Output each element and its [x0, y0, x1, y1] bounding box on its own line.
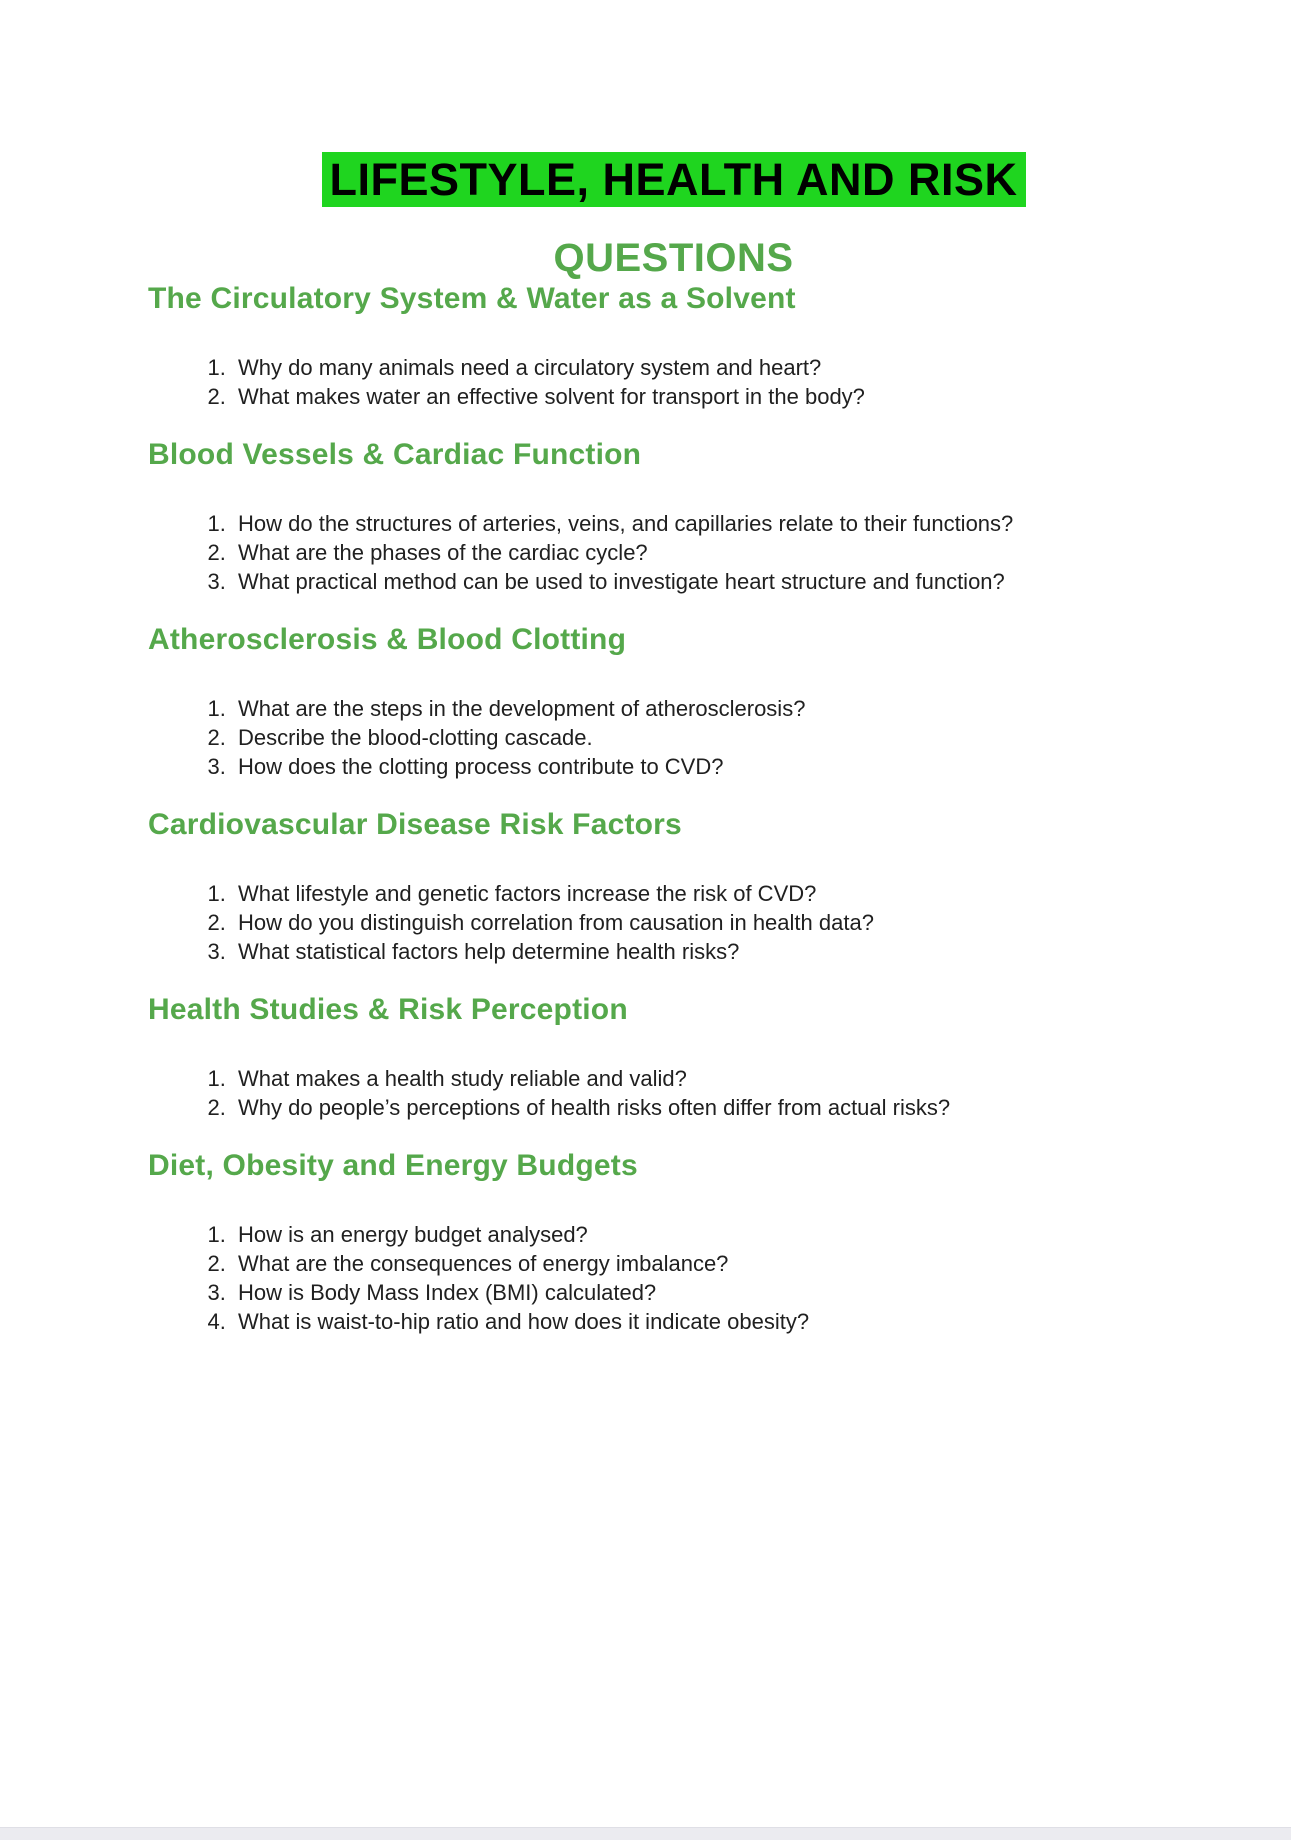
question-item: 3. How does the clotting process contribute to CVD?: [232, 752, 1171, 781]
question-list: [148, 694, 1171, 781]
horizontal-scrollbar-track[interactable]: [0, 1827, 1291, 1840]
section-diet-obesity: [148, 1148, 1171, 1336]
question-item: 3. What statistical factors help determine health risks?: [232, 937, 1171, 966]
section-cvd-risk-factors: [148, 807, 1171, 966]
question-item: 1. What are the steps in the development of atherosclerosis?: [232, 694, 1171, 723]
question-item: 2. Why do people’s perceptions of health risks often differ from actual risks?: [232, 1093, 1171, 1122]
section-circulatory-system: [148, 281, 1171, 411]
section-heading-circulatory-system: The Circulatory System & Water as a Solvent: [148, 282, 796, 315]
section-atherosclerosis: [148, 622, 1171, 781]
question-list: [148, 509, 1171, 596]
question-item: 3. What practical method can be used to investigate heart structure and function?: [232, 567, 1171, 596]
question-list: [148, 1064, 1171, 1122]
section-heading-atherosclerosis: Atherosclerosis & Blood Clotting: [148, 623, 627, 656]
question-list: [148, 353, 1171, 411]
document-subtitle: QUESTIONS: [553, 236, 794, 280]
question-item: 1. How do the structures of arteries, veins, and capillaries relate to their functions?: [232, 509, 1171, 538]
title-row: [148, 152, 1199, 207]
question-item: 4. What is waist-to-hip ratio and how does it indicate obesity?: [232, 1307, 1171, 1336]
question-item: 1. What makes a health study reliable and valid?: [232, 1064, 1171, 1093]
question-list: [148, 879, 1171, 966]
section-heading-diet-obesity: Diet, Obesity and Energy Budgets: [148, 1149, 638, 1182]
document-title: LIFESTYLE, HEALTH AND RISK: [322, 152, 1026, 207]
question-item: 1. What lifestyle and genetic factors increase the risk of CVD?: [232, 879, 1171, 908]
question-item: 1. How is an energy budget analysed?: [232, 1220, 1171, 1249]
question-item: 2. What are the consequences of energy imbalance?: [232, 1249, 1171, 1278]
question-item: 2. What are the phases of the cardiac cycle?: [232, 538, 1171, 567]
section-health-studies: [148, 992, 1171, 1122]
section-heading-health-studies: Health Studies & Risk Perception: [148, 993, 628, 1026]
question-item: 2. How do you distinguish correlation from causation in health data?: [232, 908, 1171, 937]
question-list: [148, 1220, 1171, 1336]
question-item: 3. How is Body Mass Index (BMI) calculated?: [232, 1278, 1171, 1307]
question-item: 2. What makes water an effective solvent for transport in the body?: [232, 382, 1171, 411]
question-item: 2. Describe the blood-clotting cascade.: [232, 723, 1171, 752]
section-heading-blood-vessels: Blood Vessels & Cardiac Function: [148, 438, 642, 471]
question-item: 1. Why do many animals need a circulatory system and heart?: [232, 353, 1171, 382]
section-heading-cvd-risk-factors: Cardiovascular Disease Risk Factors: [148, 808, 682, 841]
section-blood-vessels: [148, 437, 1171, 596]
